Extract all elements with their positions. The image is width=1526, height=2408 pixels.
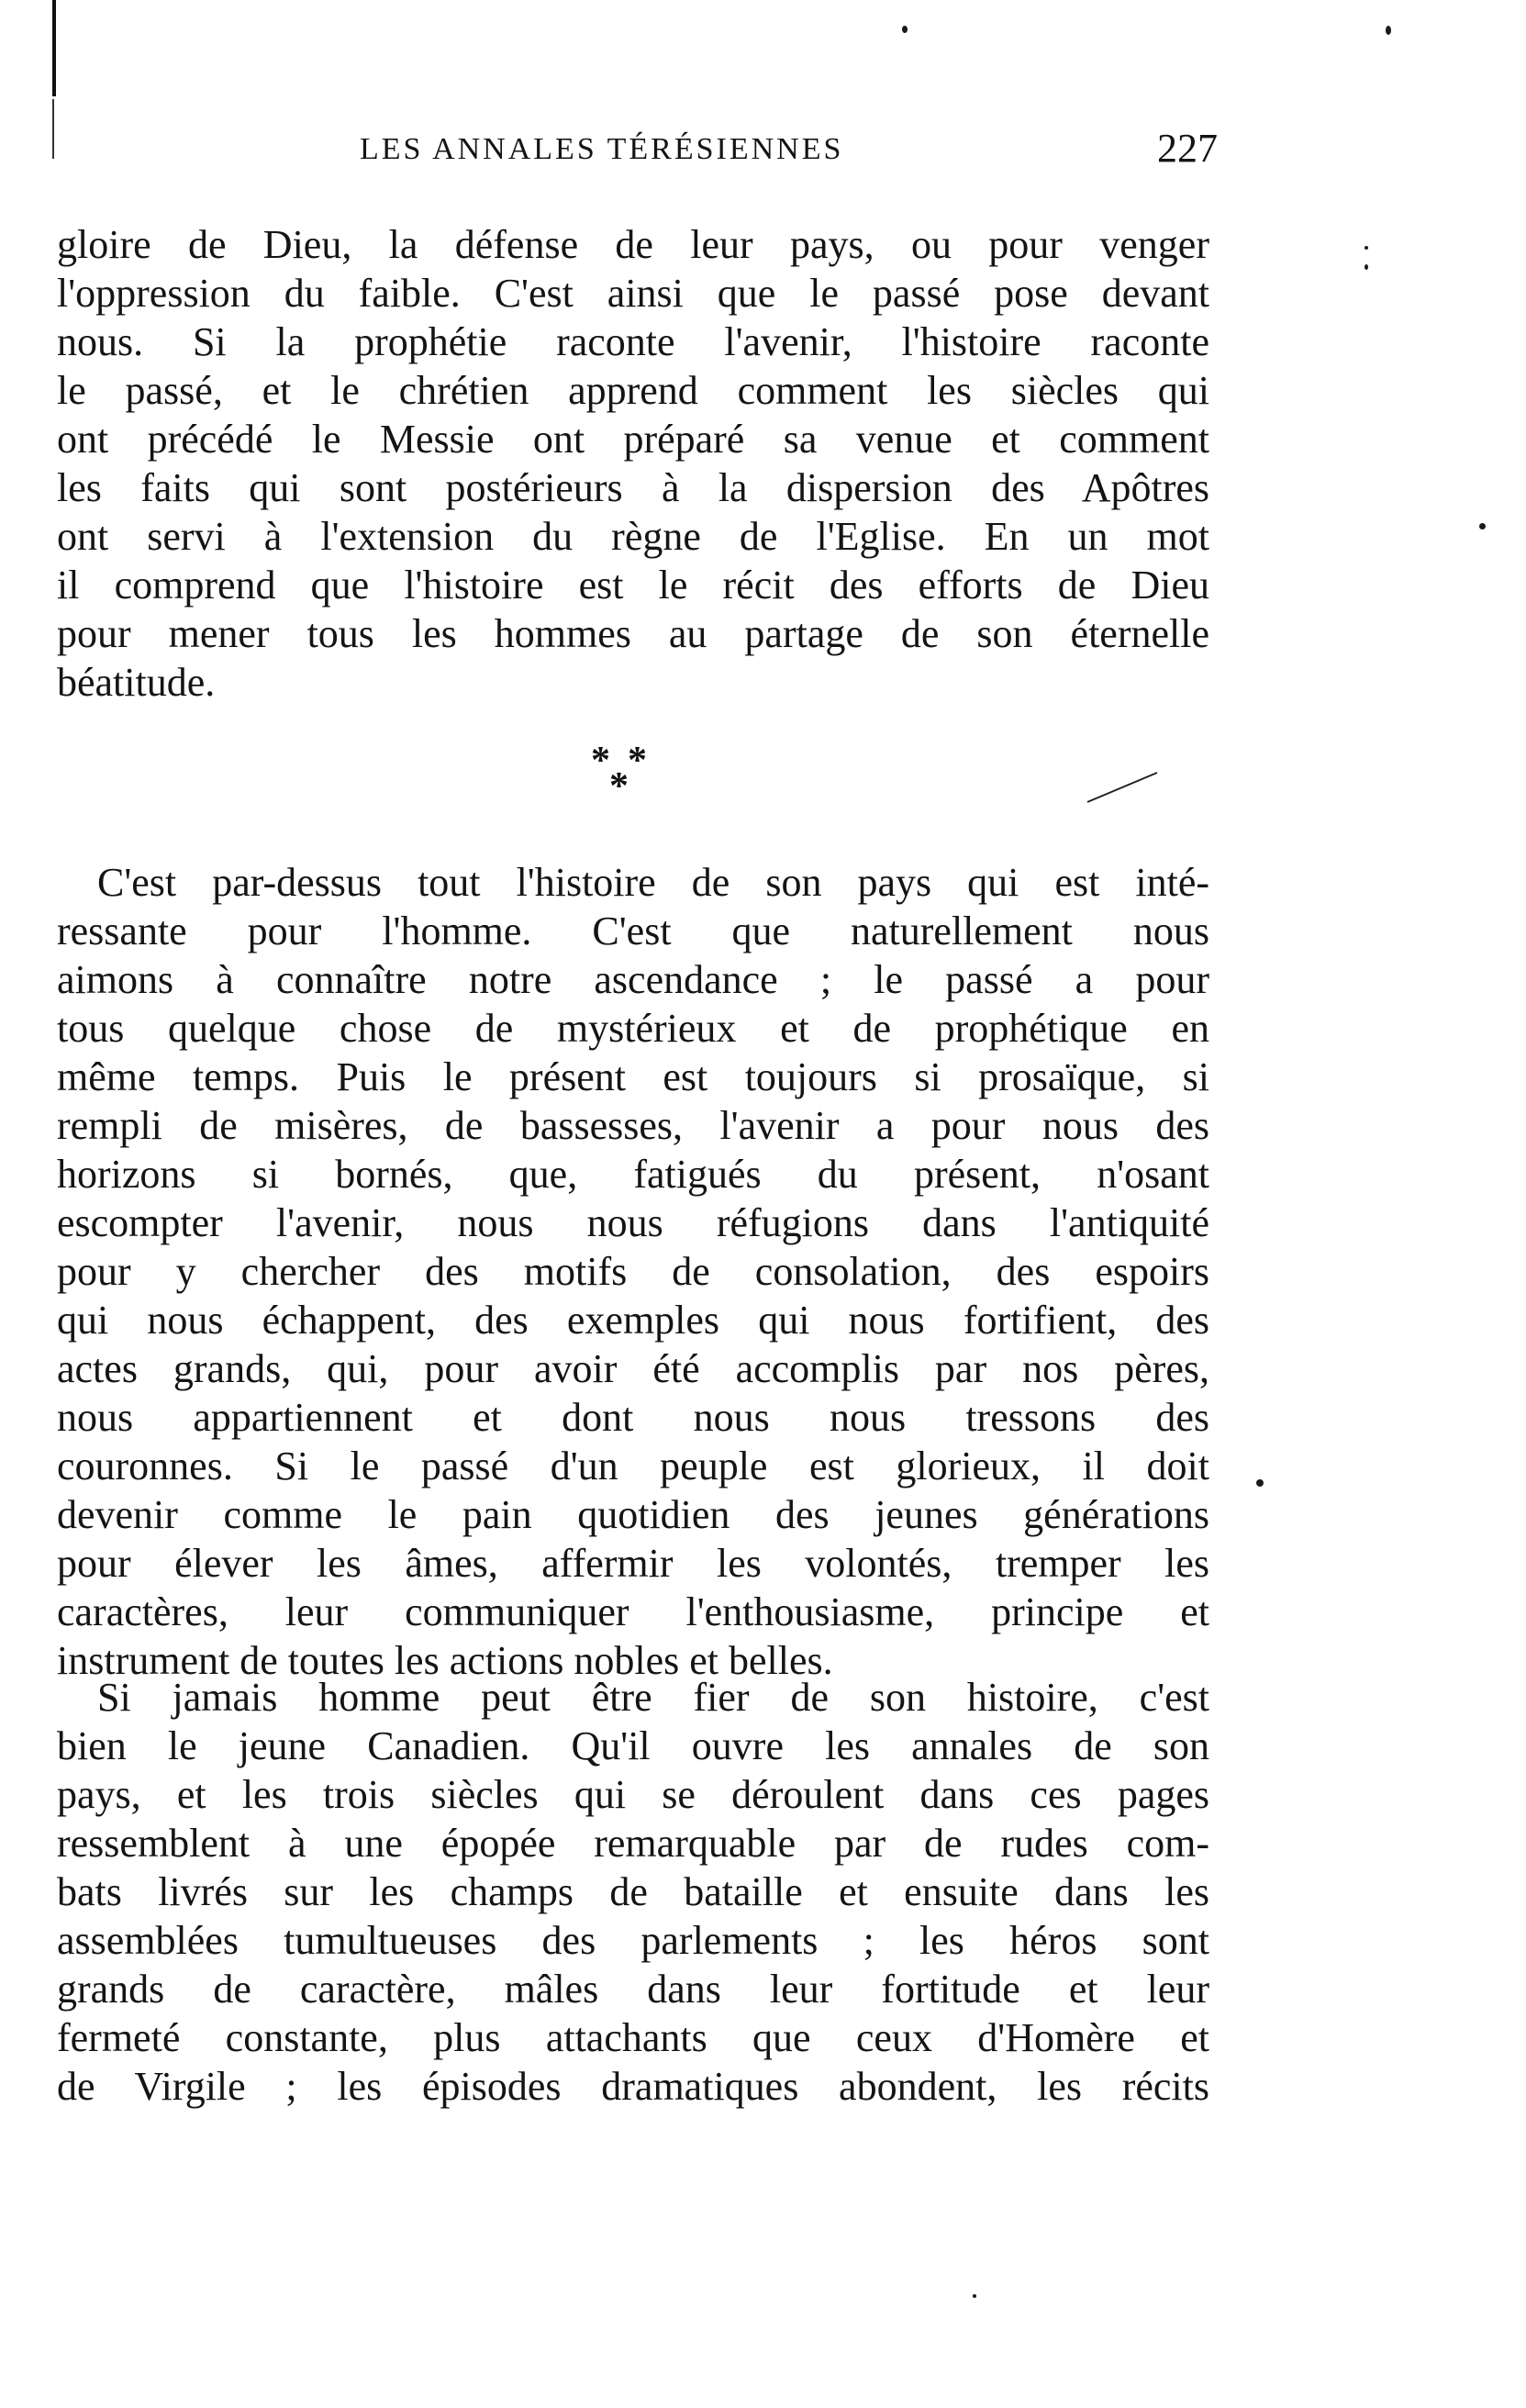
text-line: ressemblent à une épopée remarquable par de rudes com- [57, 1821, 1209, 1866]
text-line: pour y chercher des motifs de consolation, des espoirs [57, 1249, 1209, 1294]
ornament-star: * [609, 765, 629, 808]
text-line: l'oppression du faible. C'est ainsi que le passé pose devant [57, 271, 1209, 316]
scan-speck [973, 2294, 976, 2298]
text-line: nous appartiennent et dont nous nous tressons des [57, 1395, 1209, 1440]
paragraph [57, 1673, 1209, 2111]
text-line: il comprend que l'histoire est le récit des efforts de Dieu [57, 563, 1209, 608]
scan-margin-line [52, 99, 54, 159]
text-line: bats livrés sur les champs de bataille et ensuite dans les [57, 1869, 1209, 1914]
text-line: pour élever les âmes, affermir les volontés, tremper les [57, 1541, 1209, 1586]
paragraph [57, 220, 1209, 707]
scan-speck [1364, 264, 1368, 270]
text-line: Si jamais homme peut être fier de son histoire, c'est [97, 1675, 1209, 1720]
text-line: fermeté constante, plus attachants que ceux d'Homère et [57, 2015, 1209, 2060]
text-line: assemblées tumultueuses des parlements ; les héros sont [57, 1918, 1209, 1963]
scan-speck [1364, 246, 1368, 250]
ornament-star: * [628, 740, 647, 782]
text-line: nous. Si la prophétie raconte l'avenir, l'histoire raconte [57, 319, 1209, 364]
text-line: grands de caractère, mâles dans leur fortitude et leur [57, 1967, 1209, 2012]
text-line: béatitude. [57, 660, 216, 705]
text-line: même temps. Puis le présent est toujours si prosaïque, si [57, 1054, 1209, 1099]
scan-speck [1479, 523, 1486, 530]
text-line: les faits qui sont postérieurs à la dispersion des Apôtres [57, 465, 1209, 510]
scan-speck [1386, 26, 1391, 35]
text-line: escompter l'avenir, nous nous réfugions dans l'antiquité [57, 1200, 1209, 1245]
text-line: ont précédé le Messie ont préparé sa venue et comment [57, 417, 1209, 462]
scan-margin-line [52, 0, 56, 96]
text-line: caractères, leur communiquer l'enthousiasme, principe et [57, 1589, 1209, 1634]
text-line: rempli de misères, de bassesses, l'avenir a pour nous des [57, 1103, 1209, 1148]
text-line: devenir comme le pain quotidien des jeunes générations [57, 1492, 1209, 1537]
section-ornament [587, 739, 670, 812]
text-line: qui nous échappent, des exemples qui nous fortifient, des [57, 1298, 1209, 1343]
text-line: C'est par-dessus tout l'histoire de son pays qui est inté- [97, 860, 1209, 905]
text-line: pays, et les trois siècles qui se déroulent dans ces pages [57, 1772, 1209, 1817]
scan-speck [902, 26, 908, 33]
text-line: instrument de toutes les actions nobles et belles. [57, 1638, 833, 1683]
text-line: ont servi à l'extension du règne de l'Eglise. En un mot [57, 514, 1209, 559]
scan-speck [1256, 1479, 1264, 1487]
page-number: 227 [1157, 126, 1218, 171]
text-line: gloire de Dieu, la défense de leur pays, ou pour venger [57, 222, 1209, 267]
text-line: le passé, et le chrétien apprend comment les siècles qui [57, 368, 1209, 413]
text-line: bien le jeune Canadien. Qu'il ouvre les annales de son [57, 1723, 1209, 1768]
text-line: couronnes. Si le passé d'un peuple est glorieux, il doit [57, 1444, 1209, 1488]
page-header [57, 125, 1218, 180]
paragraph [57, 858, 1209, 1685]
text-line: aimons à connaître notre ascendance ; le passé a pour [57, 957, 1209, 1002]
pen-mark [1086, 769, 1159, 806]
running-head: LES ANNALES TÉRÉSIENNES [360, 132, 844, 166]
text-line: de Virgile ; les épisodes dramatiques abondent, les récits [57, 2064, 1209, 2109]
text-line: pour mener tous les hommes au partage de son éternelle [57, 611, 1209, 656]
ornament-star: * [591, 740, 610, 782]
text-line: ressante pour l'homme. C'est que naturellement nous [57, 909, 1209, 953]
text-line: actes grands, qui, pour avoir été accomplis par nos pères, [57, 1346, 1209, 1391]
text-line: horizons si bornés, que, fatigués du présent, n'osant [57, 1152, 1209, 1197]
text-line: tous quelque chose de mystérieux et de prophétique en [57, 1006, 1209, 1051]
